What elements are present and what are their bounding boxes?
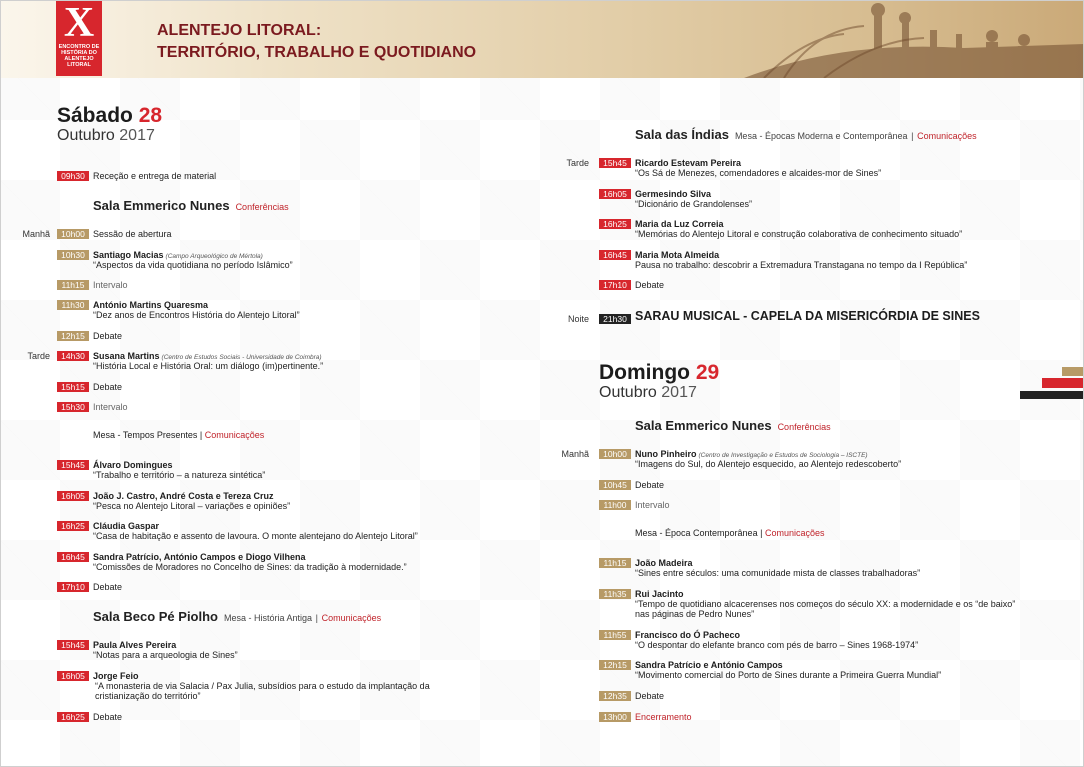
title-line-2: TERRITÓRIO, TRABALHO E QUOTIDIANO — [157, 44, 477, 61]
session-type: Conferências — [235, 202, 289, 212]
day-name: Domingo — [599, 361, 690, 384]
period-label: Tarde — [27, 351, 50, 361]
mesa-label: Mesa - Tempos Presentes — [93, 430, 198, 440]
time-badge: 10h30 — [57, 250, 89, 260]
period-label: Noite — [567, 314, 589, 324]
talk-title: “Imagens do Sul, do Alentejo esquecido, ao Alentejo redescoberto” — [635, 459, 902, 469]
title-line-1: ALENTEJO LITORAL: — [157, 22, 322, 39]
time-badge: 11h30 — [57, 300, 89, 310]
item-text: Debate — [635, 691, 665, 701]
item-text: Debate — [635, 480, 665, 490]
time-badge: 16h25 — [57, 521, 89, 531]
session-type: Comunicações — [321, 613, 382, 623]
separator: | — [199, 430, 203, 440]
separator: | — [315, 613, 319, 623]
affiliation: (Campo Arqueológico de Mértola) — [165, 253, 263, 260]
talk-title: “História Local e História Oral: um diálogo (im)pertinente.” — [93, 361, 324, 371]
speaker-name: Maria da Luz Correia — [635, 219, 724, 229]
mesa-heading — [93, 430, 264, 440]
talk-title: “Pesca no Alentejo Litoral – variações e opiniões” — [93, 501, 291, 511]
time-badge: 16h25 — [599, 219, 631, 229]
year: 2017 — [119, 127, 155, 144]
item-text: Debate — [93, 331, 123, 341]
separator: | — [911, 131, 914, 141]
talk-title: “Aspectos da vida quotidiana no período Islâmico” — [93, 260, 293, 270]
item-text: Intervalo — [93, 402, 128, 412]
time-badge: 15h45 — [57, 460, 89, 470]
fishermen-boat-illustration — [724, 0, 1084, 78]
talk-title: “Sines entre séculos: uma comunidade mista de classes trabalhadoras” — [635, 568, 921, 578]
talk-title: “Comissões de Moradores no Concelho de Sines: da tradição à modernidade.” — [93, 562, 407, 572]
decorative-stripe-black — [1020, 391, 1084, 399]
talk-title: “Trabalho e território – a natureza sintética” — [93, 470, 266, 480]
time-badge: 17h10 — [599, 280, 631, 290]
speaker-name: Sandra Patrício e António Campos — [635, 660, 783, 670]
talk-title: Pausa no trabalho: descobrir a Extremadura Transtagana no tempo da I República” — [635, 260, 968, 270]
talk-title: “Memórias do Alentejo Litoral e construção colaborativa de conhecimento situado” — [635, 229, 963, 239]
item-text: Debate — [93, 712, 123, 722]
day-number: 29 — [695, 361, 720, 384]
item-text: Intervalo — [635, 500, 670, 510]
item-text: Debate — [635, 280, 665, 290]
day-name: Sábado — [57, 104, 133, 127]
day-number: 28 — [138, 104, 163, 127]
speaker-name: Maria Mota Almeida — [635, 250, 720, 260]
affiliation: (Centro de Investigação e Estudos de Sociologia – ISCTE) — [698, 452, 868, 459]
time-badge: 16h05 — [57, 491, 89, 501]
time-badge: 21h30 — [599, 314, 631, 324]
time-badge: 11h15 — [57, 280, 89, 290]
talk-title-line-1: “A monasteria de via Salacia / Pax Julia, subsídios para o estudo da implantação da — [95, 681, 430, 691]
speaker-name: Nuno Pinheiro — [635, 449, 697, 459]
session-type: Comunicações — [204, 430, 265, 440]
sarau-title: SARAU MUSICAL - CAPELA DA MISERICÓRDIA DE SINES — [635, 309, 980, 323]
sala-name: Sala Emmerico Nunes — [93, 198, 230, 213]
period-label: Manhã — [22, 229, 50, 239]
time-badge: 15h45 — [599, 158, 631, 168]
talk-title-line-1: “Tempo de quotidiano alcacerenses nos começos do século XX: a modernidade e os “de baixo” — [635, 599, 1016, 609]
speaker-name: Santiago Macias — [93, 250, 164, 260]
mesa-label: Mesa - História Antiga — [224, 613, 313, 623]
sala-das-indias-heading — [635, 127, 977, 142]
decorative-stripe-gold — [1062, 367, 1084, 376]
speaker-name: Cláudia Gaspar — [93, 521, 160, 531]
event-logo — [56, 0, 102, 76]
time-badge: 11h35 — [599, 589, 631, 599]
saturday-heading — [57, 105, 162, 144]
time-badge: 10h00 — [57, 229, 89, 239]
year: 2017 — [661, 384, 697, 401]
mesa-label: Mesa - Épocas Moderna e Contemporânea — [734, 131, 908, 141]
speaker-name: Susana Martins — [93, 351, 160, 361]
talk-title: “Dicionário de Grandolenses” — [635, 199, 753, 209]
reception-text: Receção e entrega de material — [93, 171, 217, 181]
time-badge: 12h35 — [599, 691, 631, 701]
period-label: Tarde — [566, 158, 589, 168]
mesa-label: Mesa - Época Contemporânea — [635, 528, 758, 538]
speaker-name: Ricardo Estevam Pereira — [635, 158, 742, 168]
item-text: Debate — [93, 382, 123, 392]
header-banner — [0, 0, 1084, 78]
item-text: Debate — [93, 582, 123, 592]
closing-text: Encerramento — [635, 712, 692, 722]
sala-beco-pe-piolho-heading — [93, 609, 381, 624]
speaker-name: Sandra Patrício, António Campos e Diogo Vilhena — [93, 552, 306, 562]
time-badge: 11h55 — [599, 630, 631, 640]
time-badge: 10h00 — [599, 449, 631, 459]
speaker-name: João J. Castro, André Costa e Tereza Cruz — [93, 491, 274, 501]
time-badge: 11h15 — [599, 558, 631, 568]
talk-title: “Dez anos de Encontros História do Alentejo Litoral” — [93, 310, 300, 320]
time-badge: 12h15 — [57, 331, 89, 341]
talk-title: “O despontar do elefante branco com pés de barro – Sines 1968-1974” — [635, 640, 919, 650]
speaker-name: Paula Alves Pereira — [93, 640, 177, 650]
time-badge: 10h45 — [599, 480, 631, 490]
item-text: Intervalo — [93, 280, 128, 290]
time-badge: 17h10 — [57, 582, 89, 592]
speaker-name: Álvaro Domingues — [93, 460, 173, 470]
time-badge: 13h00 — [599, 712, 631, 722]
sunday-heading — [599, 362, 719, 401]
talk-title: “Notas para a arqueologia de Sines” — [93, 650, 238, 660]
time-badge: 16h45 — [599, 250, 631, 260]
month-name: Outubro — [599, 384, 657, 401]
talk-title-line-2: cristianização do território” — [95, 691, 201, 701]
session-type: Comunicações — [764, 528, 825, 538]
time-badge: 16h45 — [57, 552, 89, 562]
item-text: Sessão de abertura — [93, 229, 172, 239]
speaker-name: Germesindo Silva — [635, 189, 712, 199]
affiliation: (Centro de Estudos Sociais - Universidade de Coimbra) — [161, 354, 322, 361]
talk-title: “Movimento comercial do Porto de Sines durante a Primeira Guerra Mundial” — [635, 670, 942, 680]
time-badge: 09h30 — [57, 171, 89, 181]
talk-title: “Os Sá de Menezes, comendadores e alcaides-mor de Sines” — [635, 168, 882, 178]
time-badge: 15h30 — [57, 402, 89, 412]
separator: | — [760, 528, 763, 538]
time-badge: 14h30 — [57, 351, 89, 361]
month-name: Outubro — [57, 127, 115, 144]
time-badge: 15h45 — [57, 640, 89, 650]
time-badge: 16h25 — [57, 712, 89, 722]
mesa-heading — [635, 528, 824, 538]
time-badge: 15h15 — [57, 382, 89, 392]
speaker-name: Francisco do Ó Pacheco — [635, 630, 741, 640]
speaker-name: Rui Jacinto — [635, 589, 684, 599]
sala-name: Sala das Índias — [635, 127, 729, 142]
page-title — [157, 20, 476, 64]
sala-emmerico-nunes-heading — [635, 418, 831, 433]
talk-title-line-2: nas páginas de Pedro Nunes” — [635, 609, 755, 619]
speaker-name: Jorge Feio — [93, 671, 139, 681]
time-badge: 16h05 — [599, 189, 631, 199]
period-label: Manhã — [561, 449, 589, 459]
speaker-name: António Martins Quaresma — [93, 300, 209, 310]
session-type: Conferências — [777, 422, 831, 432]
sala-name: Sala Emmerico Nunes — [635, 418, 772, 433]
talk-title: “Casa de habitação e assento de lavoura. O monte alentejano do Alentejo Litoral” — [93, 531, 418, 541]
time-badge: 11h00 — [599, 500, 631, 510]
logo-numeral: X — [63, 0, 95, 46]
session-type: Comunicações — [917, 131, 977, 141]
time-badge: 16h05 — [57, 671, 89, 681]
sala-name: Sala Beco Pé Piolho — [93, 609, 218, 624]
speaker-name: João Madeira — [635, 558, 693, 568]
sala-emmerico-nunes-heading — [93, 198, 289, 213]
logo-caption: ENCONTRO DE HISTÓRIA DO ALENTEJO LITORAL — [58, 44, 100, 68]
time-badge: 12h15 — [599, 660, 631, 670]
decorative-stripe-red — [1042, 378, 1084, 388]
